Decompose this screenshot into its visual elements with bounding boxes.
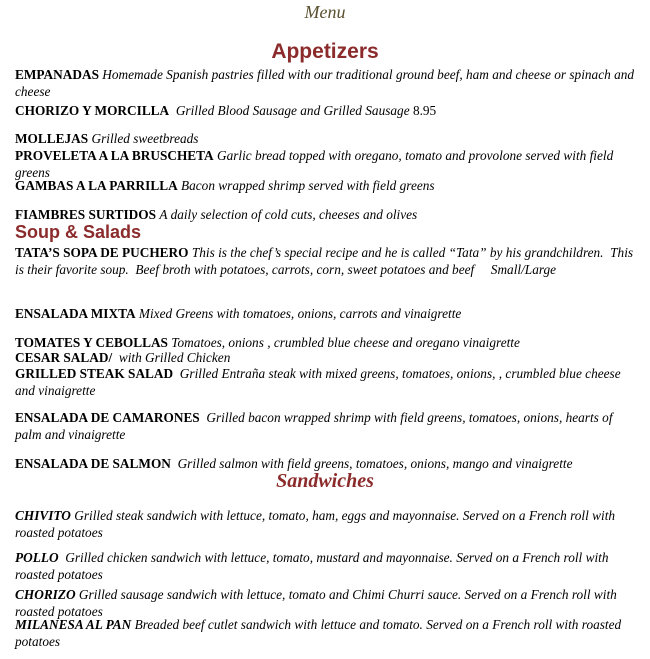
menu-item-chivito — [15, 507, 640, 542]
item-description: Garlic bread topped with oregano, tomato and provolone served with field greens — [15, 148, 614, 181]
section-heading-appetizers: Appetizers — [271, 40, 379, 63]
item-name: CHORIZO — [15, 587, 76, 602]
menu-item-mollejas — [15, 130, 640, 147]
item-description: Grilled sausage sandwich with lettuce, tomato and Chimi Churri sauce. Served on a French roll with roasted potatoes — [15, 587, 617, 620]
item-name: GAMBAS A LA PARRILLA — [15, 178, 178, 193]
item-description: with Grilled Chicken — [118, 350, 231, 365]
item-name: CHIVITO — [15, 508, 71, 523]
item-description: Grilled Blood Sausage and Grilled Sausage — [175, 103, 410, 118]
menu-item-grilled-steak-salad — [15, 365, 640, 400]
menu-item-cesar-salad — [15, 349, 640, 366]
item-description: Mixed Greens with tomatoes, onions, carrots and vinaigrette — [138, 306, 462, 321]
section-heading-soup-salads: Soup & Salads — [15, 222, 142, 242]
item-description: Grilled Entraña steak with mixed greens, tomatoes, onions, , crumbled blue cheese and vinaigrette — [15, 366, 621, 399]
item-name: TOMATES Y CEBOLLAS — [15, 335, 168, 350]
menu-title: Menu — [304, 2, 346, 22]
item-name: ENSALADA DE SALMON — [15, 456, 171, 471]
item-price: 8.95 — [412, 103, 437, 118]
menu-item-chorizo-y-morcilla — [15, 102, 640, 119]
menu-item-pollo — [15, 549, 640, 584]
item-description: This is the chef’s special recipe and he is called “Tata” by his grandchildren. This is their favorite soup. Beef broth with potatoes, carrots, corn, sweet potatoes and beef Small/Large — [15, 245, 637, 278]
item-description: Homemade Spanish pastries filled with our traditional ground beef, ham and cheese or spinach and cheese — [15, 67, 635, 100]
item-description: Tomatoes, onions , crumbled blue cheese and oregano vinaigrette — [171, 335, 520, 350]
item-name: ENSALADA DE CAMARONES — [15, 410, 200, 425]
menu-item-fiambres — [15, 206, 640, 223]
item-name: MOLLEJAS — [15, 131, 89, 146]
menu-item-ensalada-mixta — [15, 305, 640, 322]
item-name: TATA’S SOPA DE PUCHERO — [15, 245, 189, 260]
item-description: Grilled steak sandwich with lettuce, tomato, ham, eggs and mayonnaise. Served on a French roll with roasted potatoes — [15, 508, 616, 541]
item-name: POLLO — [15, 550, 59, 565]
item-name: PROVELETA A LA BRUSCHETA — [15, 148, 214, 163]
item-description: Breaded beef cutlet sandwich with lettuce and tomato. Served on a French roll with roasted potatoes — [15, 617, 622, 650]
item-name: CHORIZO Y MORCILLA — [15, 103, 170, 118]
menu-item-sopa-de-puchero — [15, 244, 640, 279]
item-name: FIAMBRES SURTIDOS — [15, 207, 157, 222]
item-description: Grilled bacon wrapped shrimp with field greens, tomatoes, onions, hearts of palm and vinaigrette — [15, 410, 613, 443]
item-description: Grilled salmon with field greens, tomatoes, onions, mango and vinaigrette — [177, 456, 573, 471]
menu-item-gambas — [15, 177, 640, 194]
item-name: EMPANADAS — [15, 67, 99, 82]
item-name: GRILLED STEAK SALAD — [15, 366, 174, 381]
item-description: Bacon wrapped shrimp served with field greens — [181, 178, 435, 193]
section-heading-sandwiches: Sandwiches — [276, 470, 374, 492]
item-name: ENSALADA MIXTA — [15, 306, 136, 321]
menu-item-empanadas — [15, 66, 640, 101]
menu-item-ensalada-de-camarones — [15, 409, 640, 444]
item-name: MILANESA AL PAN — [15, 617, 132, 632]
item-description: Grilled chicken sandwich with lettuce, tomato, mustard and mayonnaise. Served on a French roll with roasted potatoes — [15, 550, 609, 583]
menu-item-milanesa-al-pan — [15, 616, 640, 651]
item-description: Grilled sweetbreads — [91, 131, 199, 146]
item-description: A daily selection of cold cuts, cheeses and olives — [159, 207, 418, 222]
item-name: CESAR SALAD/ — [15, 350, 113, 365]
